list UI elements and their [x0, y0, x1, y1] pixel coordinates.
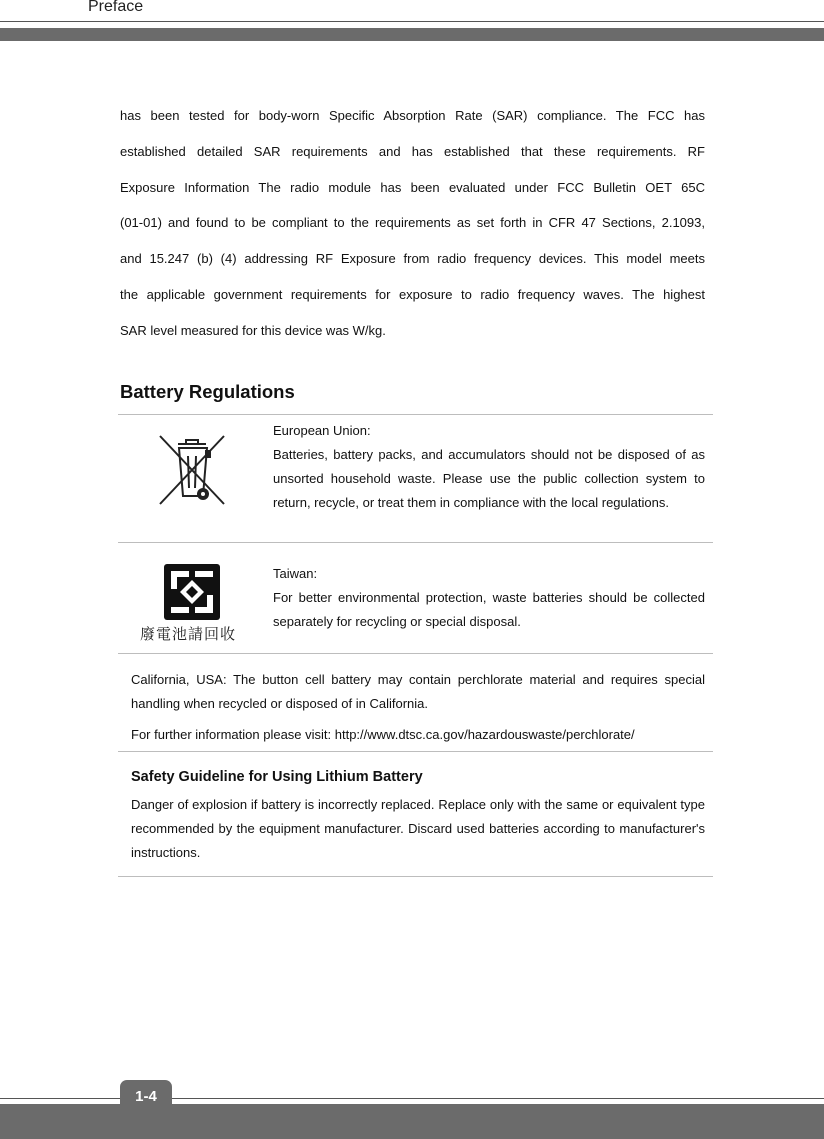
safety-text: [131, 793, 705, 865]
eu-text: [273, 419, 705, 515]
california-info: For further information please visit: http://www.dtsc.ca.gov/hazardouswaste/perchlorate/: [131, 727, 635, 742]
divider: [118, 876, 713, 877]
page-number: 1-4: [120, 1080, 172, 1110]
safety-title: Safety Guideline for Using Lithium Battery: [131, 769, 423, 785]
running-header: Preface: [88, 0, 144, 15]
section-title: Battery Regulations: [120, 381, 295, 402]
divider: [118, 751, 713, 752]
safety-body: Danger of explosion if battery is incorrectly replaced. Replace only with the same or equivalent type recommended by the equipment manufacturer. Discard used batteries according to manufacturer's instructions.: [131, 797, 705, 860]
taiwan-caption: 廢電池請回收: [140, 625, 237, 643]
eu-body: Batteries, battery packs, and accumulators should not be disposed of as unsorted household waste. Please use the public collection system to return, recycle, or treat them in compliance with the local regulations.: [273, 447, 705, 510]
divider: [118, 653, 713, 654]
battery-recycling-icon: [164, 564, 220, 620]
taiwan-text: [273, 562, 705, 634]
divider: [118, 414, 713, 415]
text-line: the applicable government requirements for exposure to radio frequency waves. The highest: [120, 286, 705, 302]
sar-paragraph: [120, 98, 705, 349]
text-line: (01-01) and found to be compliant to the requirements as set forth in CFR 47 Sections, 2.1093,: [120, 215, 705, 231]
taiwan-body: For better environmental protection, waste batteries should be collected separately for recycling or special disposal.: [273, 590, 705, 629]
text-line: and 15.247 (b) (4) addressing RF Exposure from radio frequency devices. This model meets: [120, 251, 705, 267]
taiwan-heading: Taiwan:: [273, 566, 318, 581]
crossed-out-wheeled-bin-icon: [156, 432, 228, 508]
text-line: SAR level measured for this device was W/kg.: [120, 322, 386, 338]
california-text: [131, 668, 705, 747]
text-line: established detailed SAR requirements and has established that these requirements. RF: [120, 143, 705, 159]
divider: [118, 542, 713, 543]
text-line: Exposure Information The radio module has been evaluated under FCC Bulletin OET 65C: [120, 179, 705, 195]
header-rule: [0, 21, 824, 22]
header-bar: [0, 28, 824, 41]
text-line: has been tested for body-worn Specific Absorption Rate (SAR) compliance. The FCC has: [120, 108, 705, 123]
california-body: California, USA: The button cell battery may contain perchlorate material and requires special handling when recycled or disposed of in California.: [131, 672, 705, 711]
eu-heading: European Union:: [273, 423, 371, 438]
